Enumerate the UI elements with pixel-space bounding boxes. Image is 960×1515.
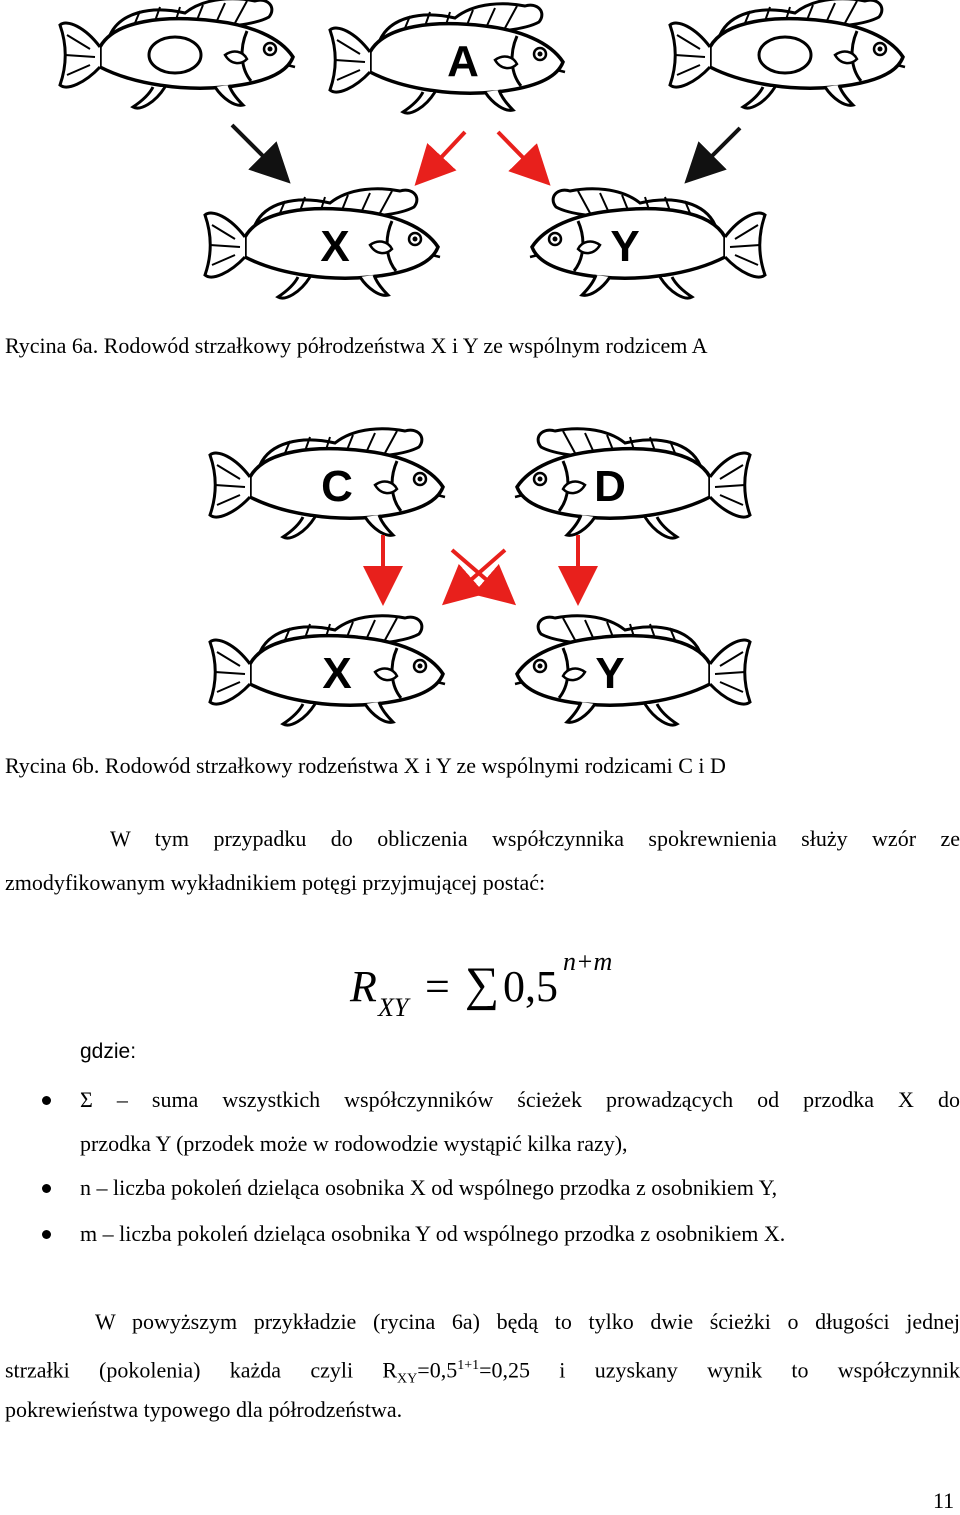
formula-exponent: n+m — [563, 947, 613, 976]
bullet-1-line-2: przodka Y (przodek może w rodowodzie wystąpić kilka razy), — [80, 1131, 628, 1156]
fish-a — [330, 4, 565, 113]
fish-x-label: X — [320, 222, 350, 271]
arrow-left-parent-to-x — [232, 125, 285, 178]
fish-c — [210, 429, 445, 538]
arrow-a-to-y — [498, 132, 545, 180]
formula-equals: = — [425, 962, 450, 1011]
fish-y-2 — [515, 616, 750, 725]
figure-6b — [0, 410, 960, 730]
example-line-3: pokrewieństwa typowego dla półrodzeństwa. — [5, 1397, 403, 1422]
bullet-3: m – liczba pokoleń dzieląca osobnika Y od wspólnego przodka z osobnikiem X. — [80, 1221, 786, 1246]
example-superscript: 1+1 — [457, 1358, 480, 1373]
figure-6a — [0, 0, 960, 310]
fish-a-label: A — [447, 37, 479, 86]
caption-6b: Rycina 6b. Rodowód strzałkowy rodzeństwa X i Y ze wspólnymi rodzicami C i D — [5, 753, 726, 778]
fish-y2-label: Y — [595, 649, 625, 698]
caption-6a: Rycina 6a. Rodowód strzałkowy półrodzeństwa X i Y ze wspólnym rodzicem A — [5, 333, 708, 358]
example-text-mid: =0,5 — [417, 1357, 458, 1383]
bullet-dot-2 — [42, 1184, 51, 1193]
where-label: gdzie: — [80, 1040, 137, 1063]
fish-c-label: C — [321, 462, 353, 511]
formula-sigma: ∑ — [465, 958, 500, 1011]
fish-d-label: D — [594, 462, 626, 511]
bullet-dot-1 — [42, 1096, 51, 1105]
formula-subscript: XY — [378, 993, 409, 1022]
bullet-dot-3 — [42, 1230, 51, 1239]
fish-d — [515, 429, 750, 538]
fish-x-2 — [210, 616, 445, 725]
example-subscript: XY — [397, 1371, 418, 1387]
fish-parent-left — [60, 0, 295, 108]
fish-x — [205, 189, 440, 298]
example-text-post: =0,25 i uzyskany wynik to współczynnik — [479, 1357, 960, 1383]
formula-base: 0,5 — [503, 962, 558, 1011]
arrow-right-parent-to-y — [690, 128, 740, 178]
bullet-1-line-1: Σ – suma wszystkich współczynników ścieżek prowadzących od przodka X do — [80, 1087, 960, 1112]
intro-line-2: zmodyfikowanym wykładnikiem potęgi przyjmującej postać: — [5, 870, 546, 895]
fish-parent-right — [670, 0, 905, 108]
example-text-pre: strzałki (pokolenia) każda czyli R — [5, 1357, 398, 1383]
arrow-c-to-y — [452, 550, 510, 600]
bullet-2: n – liczba pokoleń dzieląca osobnika X od wspólnego przodka z osobnikiem Y, — [80, 1175, 778, 1200]
fish-y — [530, 189, 765, 298]
arrow-d-to-x — [448, 550, 505, 600]
fish-x2-label: X — [322, 649, 352, 698]
fish-y-label: Y — [610, 222, 640, 271]
formula-r: R — [350, 962, 377, 1011]
intro-line-1: W tym przypadku do obliczenia współczynnika spokrewnienia służy wzór ze — [110, 826, 960, 851]
page-number: 11 — [933, 1488, 955, 1513]
example-line-1: W powyższym przykładzie (rycina 6a) będą to tylko dwie ścieżki o długości jednej — [95, 1309, 960, 1334]
formula — [345, 947, 645, 1025]
arrow-a-to-x — [420, 132, 465, 180]
